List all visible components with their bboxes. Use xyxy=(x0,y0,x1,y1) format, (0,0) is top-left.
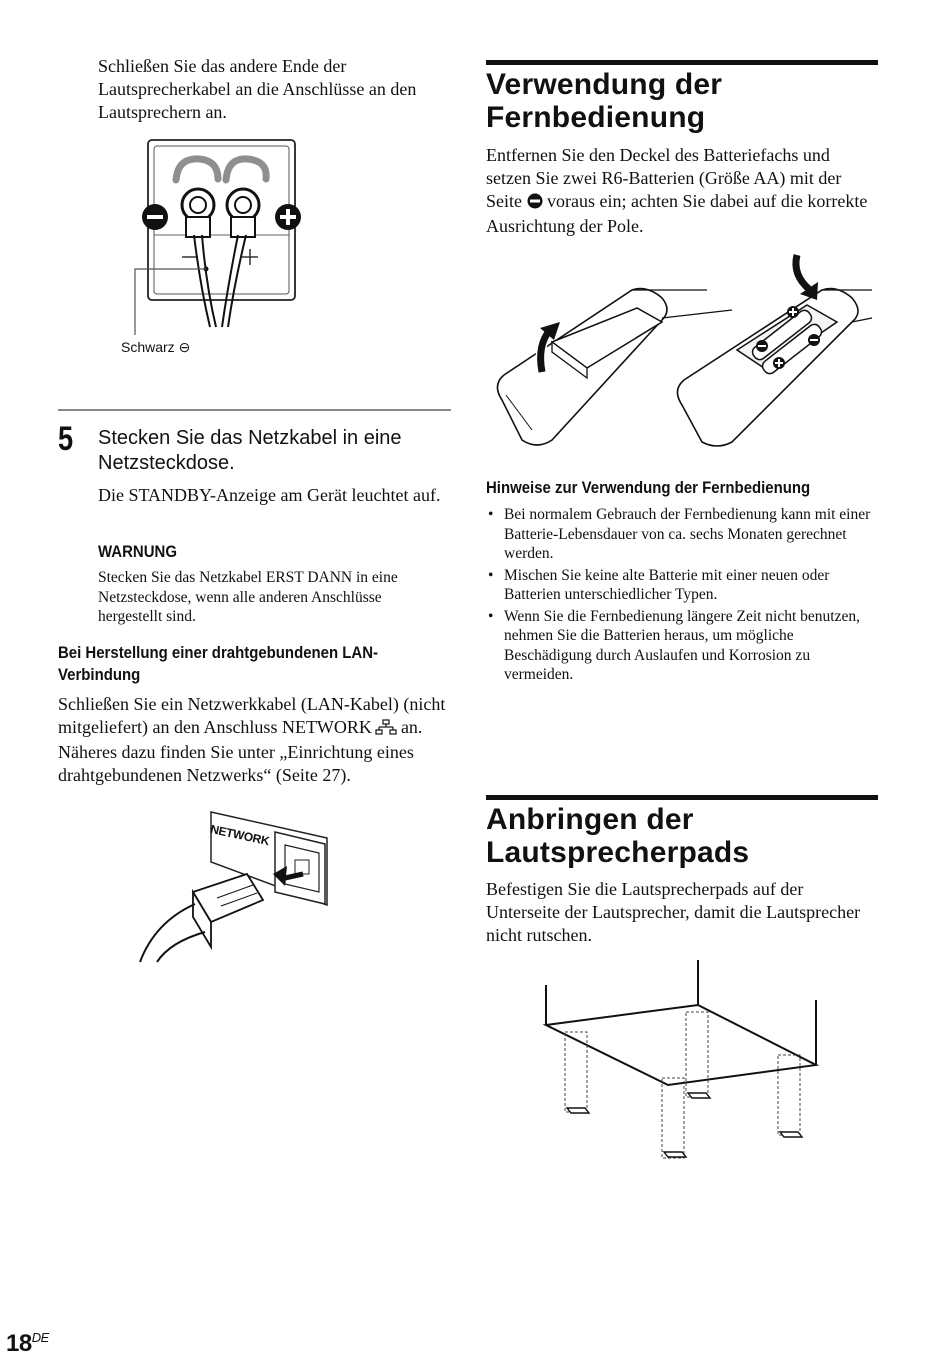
pads-paragraph: Befestigen Sie die Lautsprecherpads auf der Unterseite der Lautsprecher, damit die Lautsprecher nicht rutschen. xyxy=(486,879,861,945)
list-item: • Mischen Sie keine alte Batterie mit einer neuen oder Batterien unterschiedlicher Typen. xyxy=(486,566,876,605)
remote-text-part2: voraus ein; achten Sie dabei auf die korrekte Ausrichtung der Pole. xyxy=(486,191,868,236)
warning-title: WARNUNG xyxy=(98,542,177,561)
schwarz-label: Schwarz ⊖ xyxy=(121,339,191,355)
remote-paragraph xyxy=(486,144,878,238)
remote-title xyxy=(486,68,722,134)
pads-title-line1: Anbringen der xyxy=(486,803,694,836)
remote-title-line2: Fernbedienung xyxy=(486,101,706,134)
remote-title-rule xyxy=(486,60,878,65)
lan-paragraph xyxy=(58,693,453,787)
intro-paragraph: Schließen Sie das andere Ende der Lautsprecherkabel an die Anschlüsse an den Lautsprechern an. xyxy=(98,56,417,122)
lan-text-part2: an. Näheres dazu finden Sie unter „Einrichtung eines drahtgebundenen Netzwerks“ (Seite 27). xyxy=(58,717,423,785)
page-number: 18 xyxy=(6,1330,32,1357)
pads-title xyxy=(486,803,749,869)
step-number: 5 xyxy=(58,420,74,458)
notes-list xyxy=(486,505,876,687)
remote-text-part1: Entfernen Sie den Deckel des Batteriefachs und setzen Sie zwei R6-Batterien (Größe AA) mit der Seite xyxy=(486,145,842,211)
network-icon xyxy=(376,718,396,741)
step-divider xyxy=(58,409,451,411)
pads-title-rule xyxy=(486,795,878,800)
step-text: Die STANDBY-Anzeige am Gerät leuchtet auf. xyxy=(98,485,441,505)
speaker-pads-illustration xyxy=(540,960,830,1165)
lan-heading: Bei Herstellung einer drahtgebundenen LAN-Verbindung xyxy=(58,643,379,684)
step-heading: Stecken Sie das Netzkabel in eine Netzsteckdose. xyxy=(98,427,402,474)
page-suffix: DE xyxy=(31,1330,49,1345)
remote-title-line1: Verwendung der xyxy=(486,68,723,101)
lan-text-part1: Schließen Sie ein Netzwerkkabel (LAN-Kabel) (nicht mitgeliefert) an den Anschluss NETWORK xyxy=(58,694,446,737)
list-item: • Wenn Sie die Fernbedienung längere Zeit nicht benutzen, nehmen Sie die Batterien heraus, um mögliche Beschädigung durch Auslaufen und Korrosion zu vermeiden. xyxy=(486,607,876,685)
pads-title-line2: Lautsprecherpads xyxy=(486,836,750,869)
remote-battery-illustration xyxy=(492,250,872,450)
list-item: • Bei normalem Gebrauch der Fernbedienung kann mit einer Batterie-Lebensdauer von ca. sechs Monaten gerechnet werden. xyxy=(486,505,876,564)
minus-circle-icon xyxy=(527,192,543,215)
notes-heading: Hinweise zur Verwendung der Fernbedienung xyxy=(486,478,811,497)
speaker-terminal-illustration xyxy=(110,135,310,335)
warning-text: Stecken Sie das Netzkabel ERST DANN in eine Netzsteckdose, wenn alle anderen Anschlüsse hergestellt sind. xyxy=(98,569,398,625)
page-number-block xyxy=(6,1330,49,1358)
network-port-label: NETWORK xyxy=(209,822,271,849)
